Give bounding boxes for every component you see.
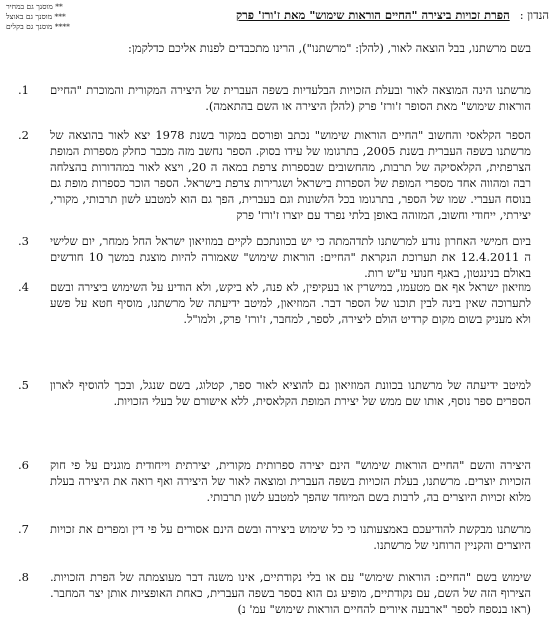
clause-text: היצירה והשם "החיים הוראות שימוש" הינם יצירה ספרותית מקורית, יצירתית וייחודית מוגנים על פי חוק הזכויות יוצרים. מרשתנו, בעלת הזכויות בשפה העברית ומוצאה לאור של היצירה ואף רואה את היצירה בעלת מלוא זכויות היוצרים בה, לרבות בשם המיוחד שהפך למטבע לשון תרבותי. (50, 458, 531, 504)
clause (0, 457, 557, 521)
clause-number: .2 (18, 128, 29, 142)
subject-line (129, 8, 549, 22)
margin-note: *** מוסנך גם באוצל (6, 12, 66, 21)
clause-text: שימוש בשם "החיים: הוראות שימוש" עם או בלי נקודתיים, אינו משנה דבר מעוצמתה של הפרת הזכויות. הצירוף הזה של השם, עם נקודתיים, מופיע גם הוא בספר בשפה העברית, כאחת האופציות אותן יצר המחבר. (ראו בנספח לספר "ארבעה איורים להחיים הוראות שימוש" עמ' נ) (50, 570, 531, 616)
clause-text: מרשתנו מבקשת להודיעכם באמצעותנו כי כל שימוש ביצירה ובשם הינם אסורים על פי דין ומפרים את זכויות היוצרים והקניין הרוחני של מרשתנו. (50, 522, 531, 552)
clause-number: .6 (18, 458, 29, 472)
clause-text: למיטב ידיעתה של מרשתנו בכוונת המוזיאון גם להוציא לאור ספר, קטלוג, בשם שנגל, ובכך להוסיף לארון הספרים ספר נוסף, אותו שם ממש של יצירת המופת הקלאסית, ללא אישורם של בעלי הזכויות. (50, 378, 531, 408)
clause-text: מרשתנו הינה המוצאה לאור ובעלת הזכויות הבלעדיות בשפה העברית של היצירה המקורית והמוכרת "החיים הוראות שימוש" מאת הסופר ז'ורז' פרק (להלן היצירה או השם בהתאמה). (50, 83, 531, 113)
clause-text: הספר הקלאסי והחשוב "החיים הוראות שימוש" נכתב ופורסם במקור בשנת 1978 יצא לאור בהוצאה של מרשתנו בשפה העברית בשנת 2005, בתרגומו של עידו בסוק. הספר נחשב מזה מכבר כחלק מספרות המופת הצרפתית, הקלאסיקה של תרבות, מהחשובים שבספרות צרפת במאה ה 20, ויצא לאור במהדורות בהצלחה רבה ומהווה אחד מספרי המופת של הספרות בישראל ושגרירות צרפת בישראל. הספר הוכר כספרות מופת גם בנוסח העברי. שמו של הספר, בתרגומו בכל הלשונות וגם בעברית, הפך גם הוא למטבע לשון תרבותי, מקורי, יצירתי, ייחודי וחשוב, המזוהה באופן בלתי נפרד עם יוצרו ז'ורז' פרק (50, 128, 532, 222)
subject-text: הפרת זכויות ביצירה "החיים הוראות שימוש" מאת ז'ורז' פרק (235, 8, 510, 22)
subject-label: הנדון : (519, 8, 549, 22)
clause-number: .1 (18, 83, 29, 97)
clause (0, 82, 557, 127)
margin-notes (6, 2, 116, 32)
clause-number: .7 (18, 522, 29, 536)
margin-note: ** מוסנך גם במחיר (6, 2, 63, 11)
clause-number: .3 (18, 234, 29, 248)
clause (0, 569, 557, 629)
clause-text: מוזיאון ישראל אף אם מטעמו, במישרין או בעקיפין, לא פנה, לא ביקש, ולא הודיע על השימוש ביצירה ובשם לתערוכה שאין בינה לבין תוכנו של הספר דבר. המוזיאון, למיטב ידיעתה של מרשתנו, מוסיף חטא על פשע ולא מעניק בשום מקום קרדיט הולם ליצירה, לספר, למחבר, ז'ורז' פרק, ולמו"ל. (50, 280, 531, 326)
margin-note: **** מוסנך גם בקלים (6, 22, 70, 31)
clause (0, 279, 557, 377)
clause (0, 127, 557, 233)
clause-number: .5 (18, 378, 29, 392)
clause-text: ביום חמישי האחרון נודע למרשתנו לתדהמתה כי יש בכוונתכם לקיים במוזיאון ישראל החל ממחר, יום שלישי ה 12.4.2011 את תערוכת הנקראת "החיים: הוראות שימוש" שאמורה להיות מוצגת במשך 10 חודשים באולם בנינגטון, באגף חנועי ע"ש רות. (50, 234, 531, 280)
clause (0, 377, 557, 457)
clause-number: .4 (18, 280, 29, 294)
intro-paragraph: בשם מרשתנו, בבל הוצאה לאור, (להלן: "מרשתנו"), הרינו מתכבדים לפנות אליכם כדלקמן: (128, 41, 531, 55)
clause-list (0, 82, 557, 629)
clause (0, 521, 557, 569)
clause (0, 233, 557, 279)
clause-number: .8 (18, 570, 29, 584)
